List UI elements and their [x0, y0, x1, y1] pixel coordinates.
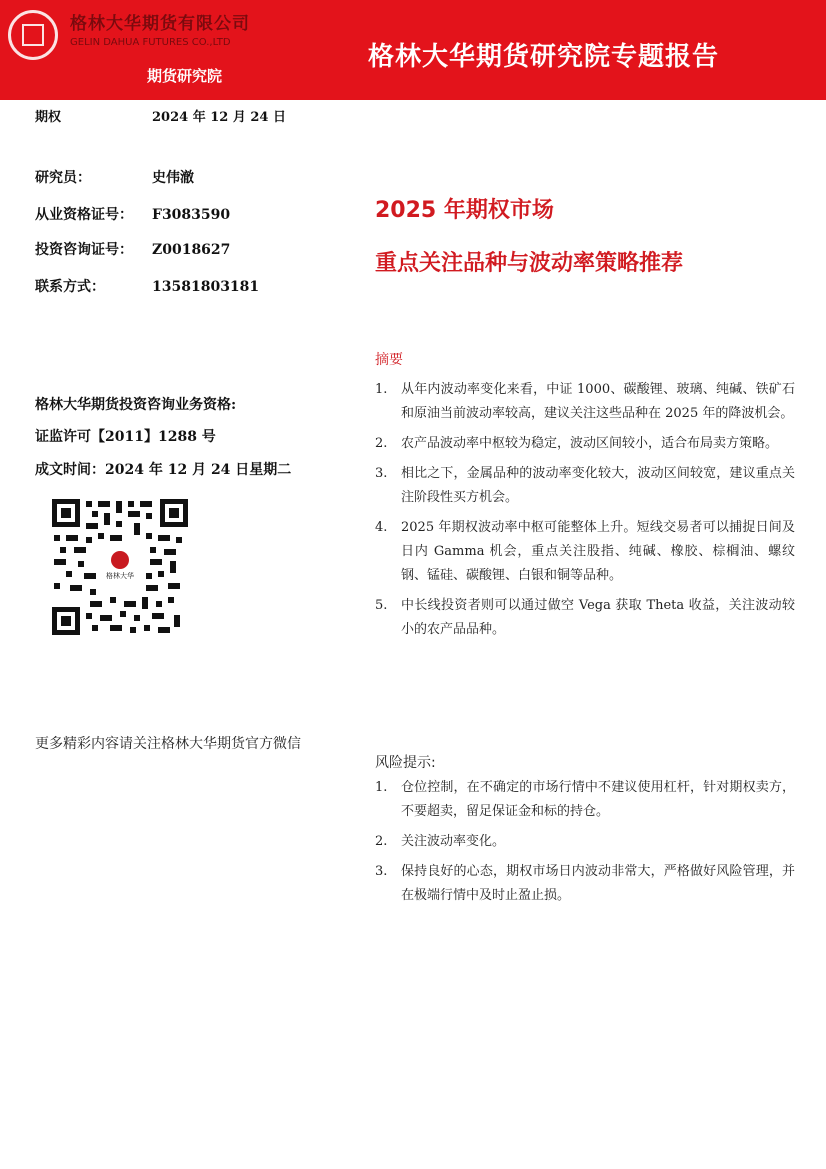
summary-item-number: 5.	[375, 598, 388, 613]
summary-item	[375, 594, 795, 642]
qualification-cert-row	[35, 204, 230, 224]
summary-item-number: 3.	[375, 466, 388, 481]
risk-heading: 风险提示:	[375, 755, 436, 771]
company-name-en: GELIN DAHUA FUTURES CO.,LTD	[70, 37, 231, 48]
contact-row	[35, 276, 259, 296]
risk-item-number: 1.	[375, 780, 388, 795]
license-number: 证监许可【2011】1288 号	[35, 429, 216, 445]
company-logo-icon	[8, 10, 58, 60]
summary-item-text: 农产品波动率中枢较为稳定，波动区间较小，适合布局卖方策略。	[401, 436, 779, 451]
qualification-cert-label: 从业资格证号：	[35, 207, 133, 223]
risk-item	[375, 776, 795, 824]
report-title-line-1: 2025 年期权市场	[375, 198, 554, 223]
risk-item	[375, 830, 795, 854]
summary-item-text: 中长线投资者则可以通过做空 Vega 获取 Theta 收益，关注波动较小的农产品品种。	[401, 598, 795, 637]
wechat-follow-text: 更多精彩内容请关注格林大华期货官方微信	[35, 736, 301, 752]
risk-item-text: 关注波动率变化。	[401, 834, 506, 849]
advisory-cert-value: Z0018627	[152, 242, 231, 258]
analyst-name-row	[35, 167, 194, 187]
analyst-name-value: 史伟澈	[152, 170, 194, 186]
analyst-name-label: 研究员：	[35, 170, 91, 186]
summary-item-text: 相比之下，金属品种的波动率变化较大，波动区间较宽，建议重点关注阶段性买方机会。	[401, 466, 795, 505]
summary-item-text: 从年内波动率变化来看，中证 1000、碳酸锂、玻璃、纯碱、铁矿石和原油当前波动率较高，建议关注这些品种在 2025 年的降波机会。	[401, 382, 795, 421]
summary-item	[375, 516, 795, 588]
summary-item-text: 2025 年期权波动率中枢可能整体上升。短线交易者可以捕捉日间及日内 Gamma 机会，重点关注股指、纯碱、橡胶、棕榈油、螺纹钢、锰硅、碳酸锂、白银和铜等品种。	[401, 520, 795, 583]
contact-value: 13581803181	[152, 279, 260, 295]
qr-center-logo	[100, 547, 140, 587]
qualification-cert-value: F3083590	[152, 207, 231, 223]
report-type-title: 格林大华期货研究院专题报告	[368, 42, 720, 72]
advisory-cert-label: 投资咨询证号：	[35, 242, 133, 258]
summary-item-number: 2.	[375, 436, 388, 451]
risk-item-number: 3.	[375, 864, 388, 879]
summary-item	[375, 462, 795, 510]
risk-item-text: 保持良好的心态，期权市场日内波动非常大，严格做好风险管理，并在极端行情中及时止盈止损。	[401, 864, 795, 903]
advisory-cert-row	[35, 239, 230, 259]
report-title-line-2: 重点关注品种与波动率策略推荐	[375, 251, 684, 276]
report-date: 2024 年 12 月 24 日	[152, 110, 286, 125]
contact-label: 联系方式：	[35, 279, 105, 295]
summary-item-number: 1.	[375, 382, 388, 397]
qr-finder-top-right	[160, 499, 188, 527]
qr-logo-text: 格林大华	[106, 572, 134, 580]
logo-seal-icon	[111, 551, 129, 569]
qr-finder-top-left	[52, 499, 80, 527]
company-name-cn: 格林大华期货有限公司	[70, 14, 250, 34]
header-banner	[0, 0, 826, 100]
business-qualification: 格林大华期货投资咨询业务资格:	[35, 397, 237, 413]
department-name: 期货研究院	[147, 67, 223, 85]
risk-list	[375, 776, 795, 914]
risk-item-text: 仓位控制，在不确定的市场行情中不建议使用杠杆，针对期权卖方，不要超卖，留足保证金和标的持仓。	[401, 780, 795, 819]
qr-finder-bottom-left	[52, 607, 80, 635]
wechat-qr-code-icon	[50, 497, 190, 637]
summary-heading: 摘要	[375, 352, 403, 368]
summary-item	[375, 432, 795, 456]
summary-list	[375, 378, 795, 648]
risk-item	[375, 860, 795, 908]
written-date: 成文时间：2024 年 12 月 24 日星期二	[35, 462, 292, 478]
summary-item	[375, 378, 795, 426]
risk-item-number: 2.	[375, 834, 388, 849]
report-category: 期权	[35, 110, 62, 125]
summary-item-number: 4.	[375, 520, 388, 535]
